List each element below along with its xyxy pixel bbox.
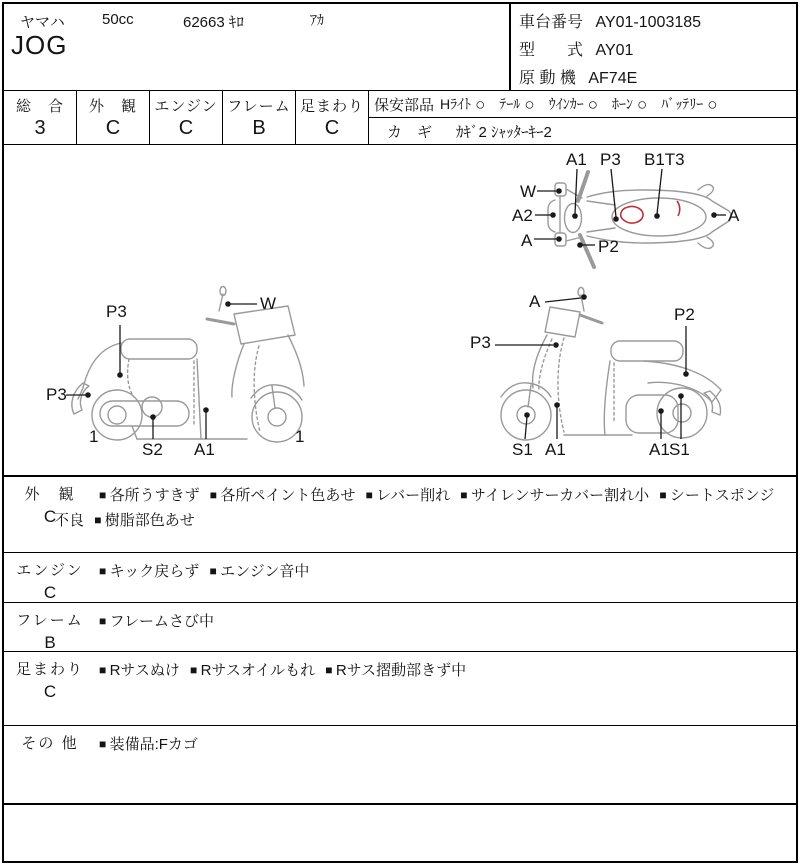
section-name: 足まわり — [15, 661, 84, 678]
safety-item-battery — [661, 94, 717, 114]
key-label: カ ギ — [387, 123, 433, 141]
grade-value: C — [324, 117, 340, 139]
section-undercarriage — [4, 651, 796, 725]
safety-item-winker — [549, 94, 598, 114]
grade-cell-frame — [223, 91, 296, 144]
grade-value: B — [252, 117, 266, 139]
grade-label: 外 観 — [88, 98, 137, 115]
section-comments — [54, 553, 796, 585]
section-name: フレーム — [16, 612, 84, 629]
damage-label-top-p2: P2 — [598, 237, 619, 256]
mileage: 62663 ｷﾛ — [183, 14, 244, 31]
section-grade: C — [43, 682, 57, 701]
section-comments — [54, 726, 796, 758]
maker-name: ヤマハ — [20, 14, 65, 31]
damage-label-top-a1: A1 — [566, 150, 587, 169]
grade-label: 総 合 — [15, 98, 64, 115]
safety-item-horn — [612, 94, 647, 114]
section-grade: B — [44, 633, 56, 652]
damage-label-top-a2: A2 — [512, 206, 533, 225]
key-value: ｶｷﾞ2 ｼｬｯﾀｰｷｰ2 — [456, 123, 552, 141]
engine-code-label: 原 動 機 — [519, 70, 576, 87]
safety-parts-label: 保安部品 — [374, 96, 435, 114]
chassis-number-label: 車台番号 — [519, 14, 584, 31]
damage-label-left-a1: A1 — [194, 440, 215, 459]
key-row — [369, 118, 796, 144]
section-name: エンジン — [16, 562, 84, 579]
model-code-value: AY01 — [595, 42, 634, 59]
grade-label: フレーム — [227, 98, 291, 115]
ok-circle-mark: ○ — [636, 94, 648, 114]
chassis-number-value: AY01-1003185 — [595, 14, 702, 31]
displacement: 50cc — [102, 11, 134, 28]
ok-circle-mark: ○ — [524, 94, 535, 114]
damage-label-left-w: W — [260, 294, 277, 313]
grade-value: C — [105, 117, 121, 139]
ok-circle-mark: ○ — [707, 94, 718, 114]
comment-item: ■ サイレンサーカバー割れ小 — [460, 487, 649, 504]
safety-and-key-panel — [369, 91, 796, 144]
comment-item: ■ Rサス摺動部きず中 — [325, 662, 466, 679]
comment-item: ■ 各所うすきず — [99, 487, 200, 504]
comment-item: ■ エンジン音中 — [209, 563, 309, 580]
wheel-size-label-rear: 1 — [89, 427, 99, 446]
damage-label-right-s1-front: S1 — [512, 440, 533, 459]
safety-item-name: ﾎｰﾝ — [611, 96, 633, 112]
model-code-label: 型 式 — [519, 42, 584, 59]
header-identifiers — [511, 4, 796, 90]
grade-cell-undercarriage — [296, 91, 369, 144]
safety-item-tail — [499, 94, 534, 114]
empty-row — [4, 803, 796, 856]
section-other — [4, 725, 796, 803]
engine-code-line — [519, 66, 796, 94]
section-name: その 他 — [21, 735, 79, 752]
damage-label-right-a1-rear: A1 — [649, 440, 670, 459]
auction-inspection-sheet — [2, 2, 798, 863]
section-grade: C — [43, 507, 57, 526]
comment-item: ■ シートスポンジ不良 — [54, 487, 774, 529]
comment-item: ■ レバー削れ — [366, 487, 451, 504]
damage-label-top-p3: P3 — [600, 150, 621, 169]
damage-label-right-s1-rear: S1 — [669, 440, 690, 459]
header-vehicle-summary — [4, 4, 511, 90]
damage-label-right-a1-front: A1 — [545, 440, 566, 459]
safety-item-name: ﾊﾞｯﾃﾘｰ — [661, 96, 704, 112]
section-comments — [54, 477, 796, 534]
safety-parts-row — [369, 91, 796, 118]
grade-cell-exterior — [77, 91, 150, 144]
damage-label-left-p3-rear: P3 — [46, 385, 67, 404]
section-comments — [54, 652, 796, 684]
section-label — [4, 483, 96, 527]
section-engine — [4, 552, 796, 602]
comment-item: ■ Rサスぬけ — [99, 662, 180, 679]
grade-label: エンジン — [154, 98, 218, 115]
comment-item: ■ 樹脂部色あせ — [94, 512, 195, 529]
damage-label-right-a: A — [529, 292, 541, 311]
damage-label-top-a-right: A — [728, 206, 740, 225]
damage-label-top-a-left: A — [521, 231, 533, 250]
section-exterior — [4, 475, 796, 552]
section-label — [4, 732, 96, 756]
ok-circle-mark: ○ — [475, 94, 486, 114]
grade-label: 足まわり — [299, 98, 364, 115]
damage-label-top-b1t3: B1T3 — [644, 150, 685, 169]
safety-item-name: ﾃｰﾙ — [499, 96, 521, 112]
section-comments — [54, 603, 796, 635]
safety-item-name: Hﾗｲﾄ — [440, 96, 472, 112]
model-code-line — [519, 38, 796, 66]
engine-code-value: AF74E — [588, 70, 638, 87]
section-label — [4, 609, 96, 653]
safety-item-name: ｳｲﾝｶｰ — [548, 96, 584, 112]
damage-diagram-section — [4, 144, 796, 475]
comment-item: ■ フレームさび中 — [99, 613, 214, 630]
section-name: 外 観 — [24, 486, 76, 503]
body-color: ｱｶ — [310, 12, 324, 28]
wheel-size-label-front: 1 — [295, 427, 305, 446]
damage-label-right-p2: P2 — [674, 305, 695, 324]
section-label — [4, 559, 96, 603]
damage-label-left-s2: S2 — [142, 440, 163, 459]
rating-row — [4, 90, 796, 144]
model-name: JOG — [11, 30, 68, 60]
damage-label-right-p3: P3 — [470, 333, 491, 352]
grade-cell-overall — [4, 91, 77, 144]
damage-label-top-w: W — [520, 182, 537, 201]
scooter-top-view — [548, 172, 731, 267]
ok-circle-mark: ○ — [587, 94, 598, 114]
section-label — [4, 658, 96, 702]
damage-label-left-p3-top: P3 — [106, 302, 127, 321]
grade-value: 3 — [34, 117, 46, 139]
section-grade: C — [43, 583, 57, 602]
section-frame — [4, 602, 796, 651]
comment-item: ■ キック戻らず — [99, 563, 199, 580]
comment-item: ■ 各所ペイント色あせ — [210, 487, 356, 504]
grade-cell-engine — [150, 91, 223, 144]
chassis-number-line — [519, 10, 796, 38]
grade-value: C — [178, 117, 194, 139]
safety-item-headlight — [440, 94, 485, 114]
comment-item: ■ 装備品:Fカゴ — [99, 736, 198, 753]
header — [4, 4, 796, 90]
top-view-red-damage-marks — [621, 201, 680, 223]
comment-item: ■ Rサスオイルもれ — [190, 662, 315, 679]
